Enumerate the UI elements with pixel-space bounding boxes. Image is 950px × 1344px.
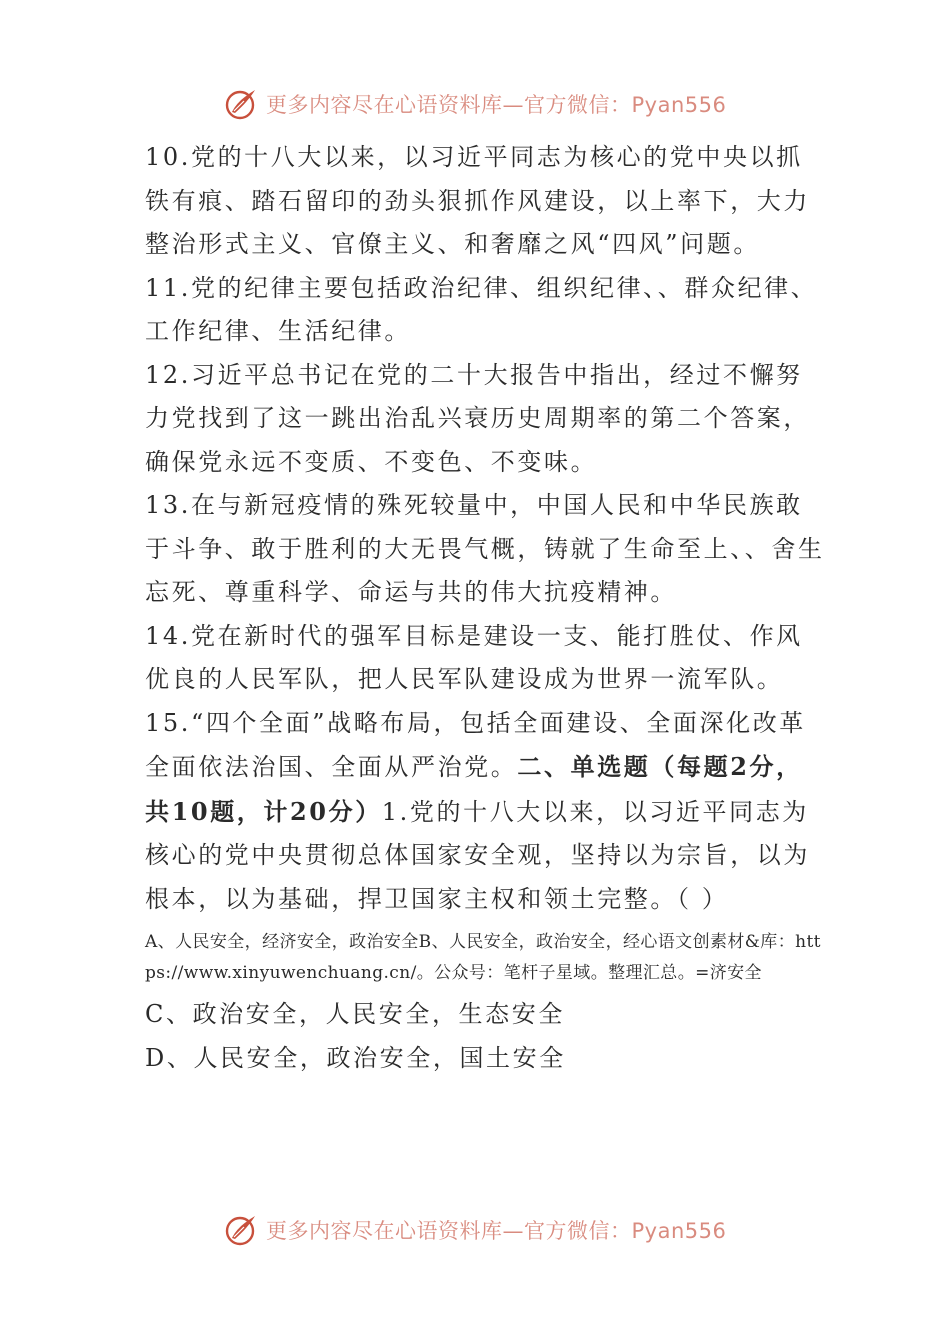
question-12: 12.习近平总书记在党的二十大报告中指出，经过不懈努力党找到了这一跳出治乱兴衰历史周期率的第二个答案，确保党永远不变质、不变色、不变味。 (145, 360, 810, 476)
document-body (145, 136, 825, 1080)
question-13: 13.在与新冠疫情的殊死较量中，中国人民和中华民族敢于斗争、敢于胜利的大无畏气概，铸就了生命至上、、舍生忘死、尊重科学、命运与共的伟大抗疫精神。 (145, 491, 825, 606)
question-11: 11.党的纪律主要包括政治纪律、组织纪律、、群众纪律、工作纪律、生活纪律。 (145, 273, 818, 345)
options-a-b: A、人民安全，经济安全，政治安全B、人民安全，政治安全，经心语文创素材&库：https://www.xinyuwenchuang.cn/。公众号：笔杆子星域。整理汇总。=济安全 (145, 932, 821, 983)
question-15-block (145, 702, 825, 922)
option-d: D、人民安全，政治安全，国土安全 (145, 1043, 566, 1072)
question-14: 14.党在新时代的强军目标是建设一支、能打胜仗、作风优良的人民军队，把人民军队建设成为世界一流军队。 (145, 621, 803, 693)
footer-banner (224, 1208, 726, 1252)
quill-logo-icon (224, 86, 260, 122)
multiple-choice-question-1: 1.党的十八大以来，以习近平同志为核心的党中央贯彻总体国家安全观，坚持以为宗旨，以为根本，以为基础，捍卫国家主权和领土完整。（ ） (145, 797, 810, 913)
header-banner (224, 82, 726, 126)
quill-logo-icon (224, 1212, 260, 1248)
section-heading: 二、单选题（每题2分，共10题，计20分） (145, 752, 803, 826)
banner-text: 更多内容尽在心语资料库—官方微信：Pyan556 (266, 1219, 727, 1243)
option-c: C、政治安全，人民安全，生态安全 (145, 1000, 565, 1028)
banner-text: 更多内容尽在心语资料库—官方微信：Pyan556 (266, 93, 727, 117)
question-15: 15.“四个全面”战略布局，包括全面建设、全面深化改革全面依法治国、全面从严治党。 (145, 708, 806, 781)
question-10: 10.党的十八大以来，以习近平同志为核心的党中央以抓铁有痕、踏石留印的劲头狠抓作风建设，以上率下，大力整治形式主义、官僚主义、和奢靡之风“四风”问题。 (145, 143, 810, 258)
